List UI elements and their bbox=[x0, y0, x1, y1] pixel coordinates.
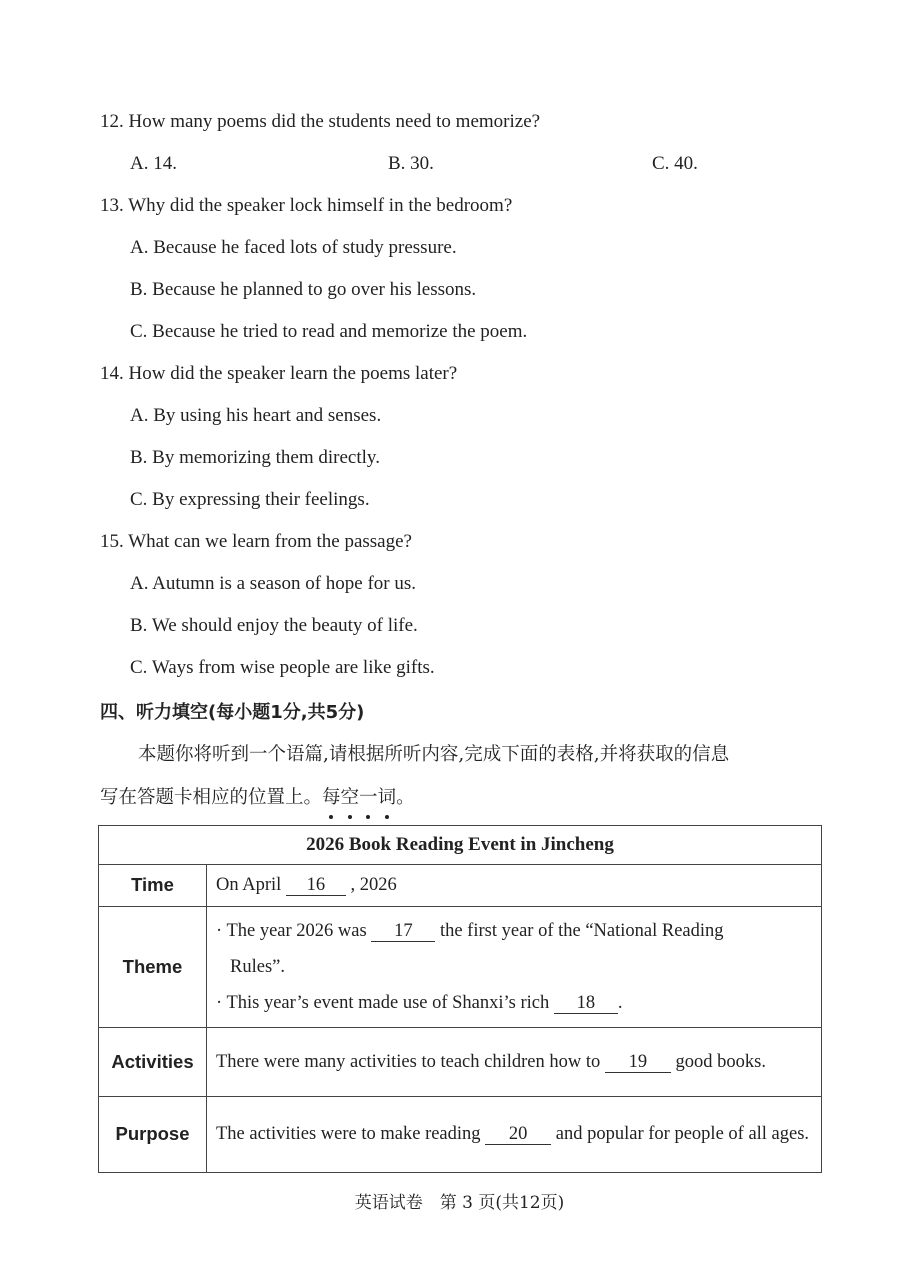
activities-text-end: good books. bbox=[670, 1051, 766, 1072]
option-12-b: B. 30. bbox=[388, 153, 434, 174]
theme-1-text-end: the first year of the “National Reading bbox=[435, 920, 724, 941]
instruction-line-2-end: 。 bbox=[396, 787, 415, 808]
blank-19: 19 bbox=[605, 1052, 671, 1073]
purpose-text-end: and popular for people of all ages. bbox=[551, 1124, 810, 1145]
section-title: 四、听力填空(每小题1分,共5分) bbox=[100, 702, 365, 723]
emphasis-char: 每 bbox=[322, 783, 341, 809]
option-12-c: C. 40. bbox=[652, 153, 698, 174]
activities-content bbox=[207, 1027, 822, 1096]
blank-16: 16 bbox=[286, 875, 346, 896]
emphasis-char: 空 bbox=[341, 783, 360, 809]
blank-20: 20 bbox=[485, 1124, 551, 1145]
theme-2-text-end: . bbox=[617, 992, 623, 1013]
purpose-label: Purpose bbox=[99, 1096, 207, 1172]
reading-event-table bbox=[98, 825, 822, 1173]
emphasis-char: 词 bbox=[378, 783, 397, 809]
activities-label: Activities bbox=[99, 1027, 207, 1096]
theme-1-text-start: · The year 2026 was bbox=[216, 920, 372, 941]
time-content bbox=[207, 865, 822, 907]
option-13-b: B. Because he planned to go over his lessons. bbox=[130, 279, 477, 300]
theme-label: Theme bbox=[99, 906, 207, 1027]
time-text-end: , 2026 bbox=[345, 875, 397, 895]
theme-bullet-2 bbox=[216, 985, 811, 1021]
theme-bullet-1 bbox=[216, 913, 811, 949]
theme-bullet-1-cont: Rules”. bbox=[230, 956, 285, 977]
option-15-c: C. Ways from wise people are like gifts. bbox=[130, 657, 435, 678]
blank-18: 18 bbox=[554, 993, 618, 1014]
instruction-line-1: 本题你将听到一个语篇,请根据所听内容,完成下面的表格,并将获取的信息 bbox=[138, 744, 730, 765]
purpose-text-start: The activities were to make reading bbox=[216, 1124, 486, 1145]
activities-text-start: There were many activities to teach children how to bbox=[216, 1051, 605, 1072]
theme-content bbox=[207, 906, 822, 1027]
option-14-c: C. By expressing their feelings. bbox=[130, 489, 370, 510]
page-footer: 英语试卷 第 3 页(共12页) bbox=[354, 1193, 565, 1213]
question-15-stem: 15. What can we learn from the passage? bbox=[100, 531, 412, 552]
table-title: 2026 Book Reading Event in Jincheng bbox=[99, 826, 822, 865]
question-12-stem: 12. How many poems did the students need to memorize? bbox=[100, 111, 541, 132]
option-13-c: C. Because he tried to read and memorize the poem. bbox=[130, 321, 528, 342]
instruction-line-2-start: 写在答题卡相应的位置上。 bbox=[100, 787, 323, 808]
emphasis-char: 一 bbox=[359, 783, 378, 809]
purpose-content bbox=[207, 1096, 822, 1172]
blank-17: 17 bbox=[371, 921, 435, 942]
theme-2-text-start: · This year’s event made use of Shanxi’s rich bbox=[216, 992, 554, 1013]
option-15-a: A. Autumn is a season of hope for us. bbox=[130, 573, 417, 594]
time-text-start: On April bbox=[216, 875, 286, 895]
question-13-stem: 13. Why did the speaker lock himself in the bedroom? bbox=[100, 195, 513, 216]
option-12-a: A. 14. bbox=[130, 153, 177, 174]
time-label: Time bbox=[99, 865, 207, 907]
option-15-b: B. We should enjoy the beauty of life. bbox=[130, 615, 418, 636]
instruction-line-2 bbox=[100, 783, 415, 809]
option-13-a: A. Because he faced lots of study pressure. bbox=[130, 237, 457, 258]
option-14-b: B. By memorizing them directly. bbox=[130, 447, 380, 468]
question-14-stem: 14. How did the speaker learn the poems later? bbox=[100, 363, 458, 384]
option-14-a: A. By using his heart and senses. bbox=[130, 405, 382, 426]
